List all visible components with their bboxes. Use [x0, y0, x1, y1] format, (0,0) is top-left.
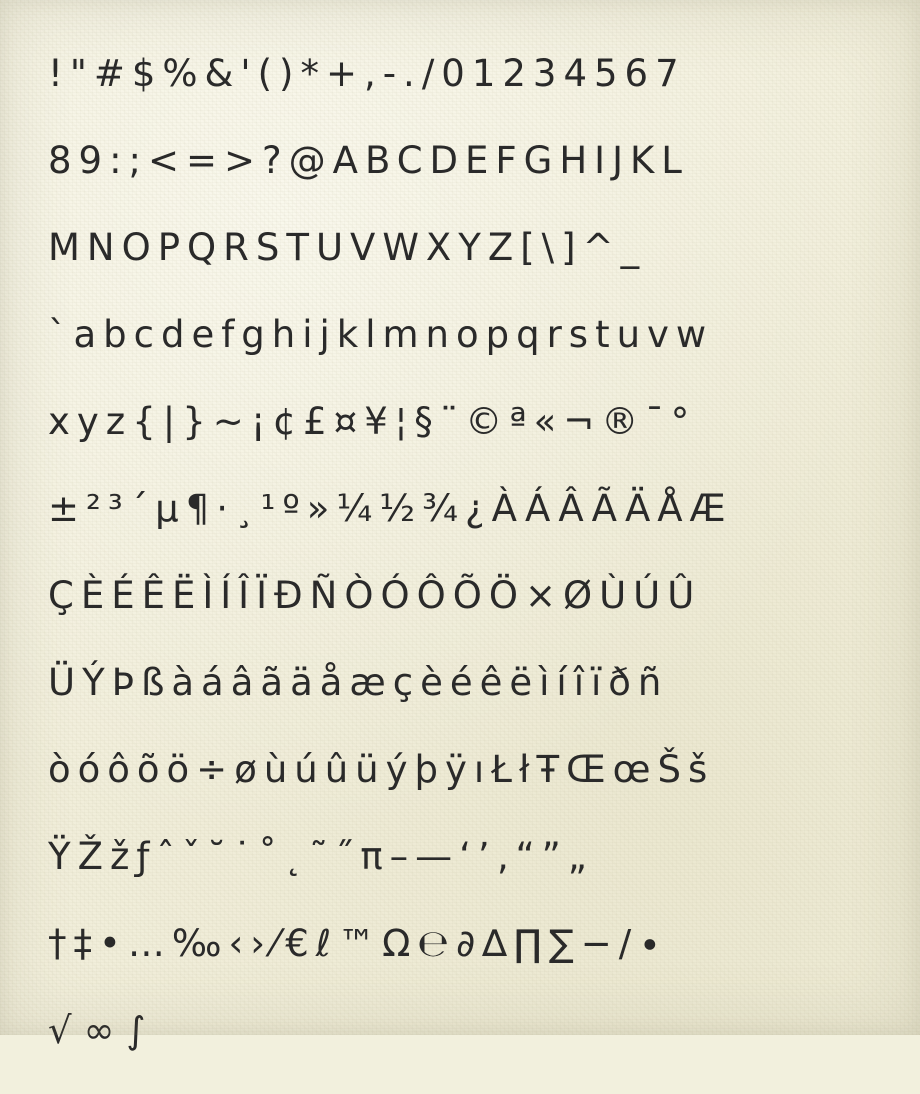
glyph-row: ±²³´µ¶·¸¹º»¼½¾¿ÀÁÂÃÄÅÆ: [48, 487, 733, 530]
glyph-row: ŸŽžƒˆˇ˘˙˚˛˜˝π–—‘’‚“”„: [48, 835, 594, 878]
glyph-row: MNOPQRSTUVWXYZ[\]^_: [48, 226, 647, 269]
glyph-row: †‡•…‰‹›⁄€ℓ™Ω℮∂∆∏∑−∕∙: [48, 922, 669, 965]
glyph-row: ÇÈÉÊËÌÍÎÏÐÑÒÓÔÕÖ×ØÙÚÛ: [48, 574, 702, 617]
glyph-row: `abcdefghijklmnopqrstuvw: [48, 313, 714, 356]
glyph-row: 89:;<=>?@ABCDEFGHIJKL: [48, 139, 689, 182]
glyph-row: ÜÝÞßàáâãäåæçèéêëìíîïðñ: [48, 661, 669, 704]
glyph-row: !"#$%&'()*+,-./01234567: [48, 52, 686, 95]
glyph-row: √∞∫: [48, 1009, 158, 1052]
glyph-row: xyz{|}~¡¢£¤¥¦§¨©ª«¬®¯°: [48, 400, 697, 443]
glyph-row: òóôõö÷øùúûüýþÿıŁłŦŒœŠš: [48, 748, 715, 791]
